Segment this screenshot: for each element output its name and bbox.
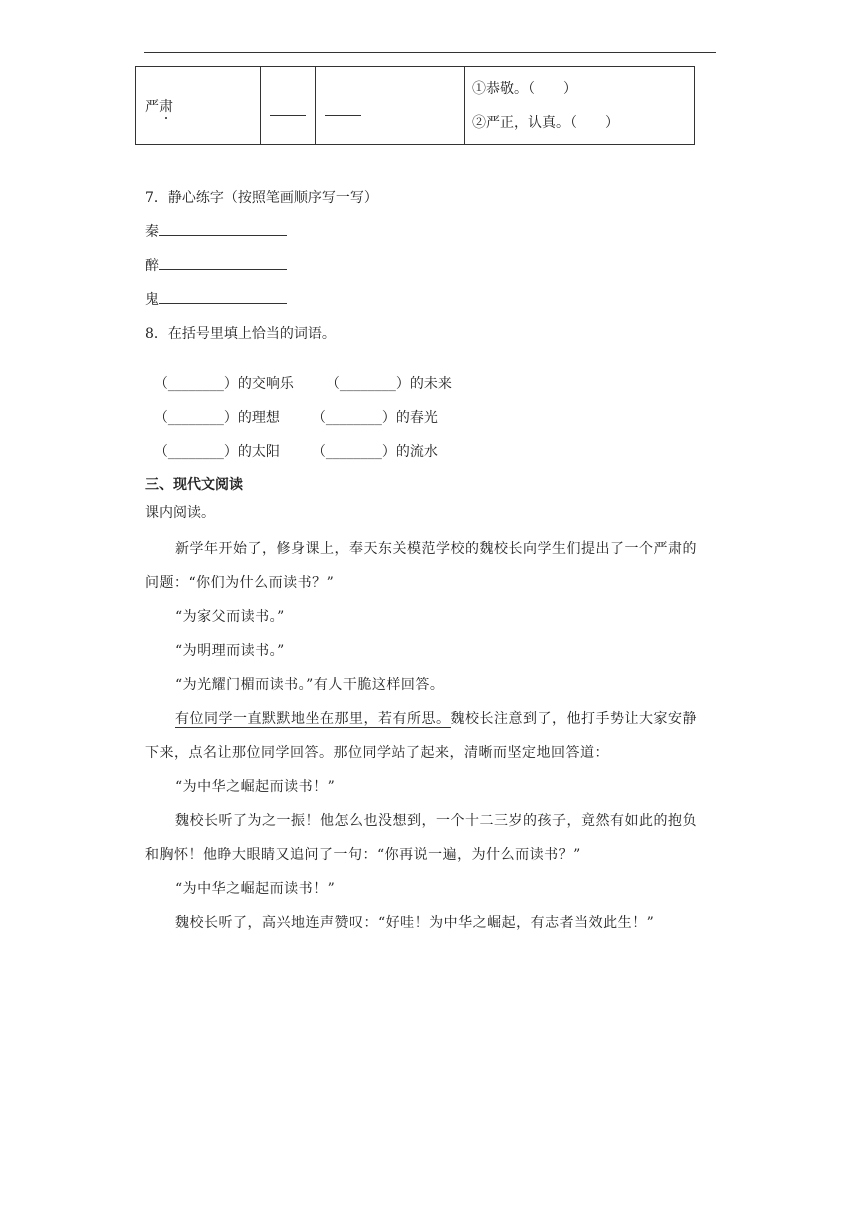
passage-line: 下来，点名让那位同学回答。那位同学站了起来，清晰而坚定地回答道： xyxy=(145,745,609,761)
fill-item[interactable]: （________）的春光 xyxy=(311,410,438,426)
question-8-title: 8．在括号里填上恰当的词语。 xyxy=(145,326,336,342)
passage-line: 新学年开始了，修身课上，奉天东关模范学校的魏校长向学生们提出了一个严肃的 xyxy=(175,541,697,557)
passage-line: “为光耀门楣而读书。”有人干脆这样回答。 xyxy=(175,677,445,693)
fill-row-2 xyxy=(145,391,438,427)
meaning-2: ②严正，认真。（ ） xyxy=(472,114,619,131)
passage-line: 魏校长听了，高兴地连声赞叹：“好哇！为中华之崛起，有志者当效此生！” xyxy=(175,915,655,931)
table-word: 严肃 xyxy=(145,99,173,115)
word-meaning-table xyxy=(135,66,695,145)
practice-line-1[interactable]: 秦 xyxy=(145,221,287,241)
header-rule xyxy=(144,52,716,53)
passage-line: 和胸怀！他睁大眼睛又追问了一句：“你再说一遍，为什么而读书？” xyxy=(145,847,581,863)
fill-item[interactable]: （________）的流水 xyxy=(311,444,438,460)
fill-item[interactable]: （________）的太阳 xyxy=(153,444,280,460)
fill-item[interactable]: （________）的未来 xyxy=(325,376,452,392)
fill-row-1 xyxy=(145,357,452,393)
meanings-cell xyxy=(465,67,695,145)
passage-line: “为中华之崛起而读书！” xyxy=(175,881,336,897)
passage-line: 有位同学一直默默地坐在那里，若有所思。魏校长注意到了，他打手势让大家安静 xyxy=(175,711,697,727)
table-word-cell xyxy=(136,67,261,145)
answer-blank-2[interactable] xyxy=(316,67,465,145)
fill-item[interactable]: （________）的交响乐 xyxy=(153,376,294,392)
passage-line: “为家父而读书。” xyxy=(175,609,285,625)
meaning-1: ①恭敬。（ ） xyxy=(472,80,577,97)
section-intro: 课内阅读。 xyxy=(145,505,215,521)
underlined-sentence: 有位同学一直默默地坐在那里，若有所思。 xyxy=(175,711,451,727)
passage-line: 魏校长听了为之一振！他怎么也没想到，一个十二三岁的孩子，竟然有如此的抱负 xyxy=(175,813,697,829)
practice-line-2[interactable]: 醉 xyxy=(145,255,287,275)
passage-line: “为明理而读书。” xyxy=(175,643,285,659)
question-7-title: 7．静心练字（按照笔画顺序写一写） xyxy=(145,190,378,206)
fill-item[interactable]: （________）的理想 xyxy=(153,410,280,426)
fill-row-3 xyxy=(145,425,438,461)
passage-line: “为中华之崛起而读书！” xyxy=(175,779,336,795)
practice-line-3[interactable]: 鬼 xyxy=(145,289,287,309)
answer-blank-1[interactable] xyxy=(261,67,316,145)
section-heading: 三、现代文阅读 xyxy=(145,477,243,493)
passage-line: 问题：“你们为什么而读书？” xyxy=(145,575,335,591)
